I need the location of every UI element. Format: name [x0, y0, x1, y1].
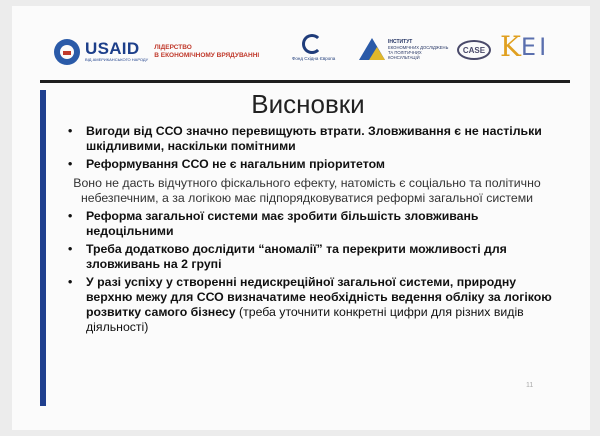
bullet-tail-note: (треба уточнити конкретні цифри для різних видів діяльності) [86, 305, 524, 334]
bullet-marker: • [68, 124, 73, 138]
slide-title: Висновки [251, 89, 365, 119]
bullet-item: • Реформування ССО не є нагальним пріоритетом [68, 157, 386, 171]
foundation-mark-icon [302, 34, 322, 54]
usaid-seal-icon [54, 39, 80, 65]
usaid-tagline: ЛІДЕРСТВО В ЕКОНОМІЧНОМУ ВРЯДУВАННІ [154, 44, 260, 59]
usaid-subtitle: ВІД АМЕРИКАНСЬКОГО НАРОДУ [85, 57, 149, 62]
bullet-marker: • [68, 242, 73, 256]
bullet-item: • Реформа загальної системи має зробити більшість зловживань недоцільними [68, 209, 479, 238]
east-europe-foundation-logo: Фонд Східна Європа [292, 34, 332, 61]
side-accent-bar [40, 90, 46, 406]
bullet-item: • Вигоди від ССО значно перевищують втрати. Зловживання є не настільки шкідливими, наскільки помітними [68, 124, 542, 153]
ier-logo: ІНСТИТУТ ЕКОНОМІЧНИХ ДОСЛІДЖЕНЬ ТА ПОЛІТИЧНИХ КОНСУЛЬТАЦІЙ [359, 38, 452, 60]
usaid-wordmark: USAID [85, 39, 140, 58]
sub-note: Воно не дасть відчутного фіскального ефекту, натомість є соціально та політично небезпечним, а за логікою має підпорядковуватися реформі загальної системи [73, 176, 541, 205]
page-number: 11 [526, 382, 534, 389]
bullet-marker: • [68, 275, 73, 289]
ier-triangle-icon [359, 38, 385, 60]
bullet-item: • Треба додатково дослідити “аномалії” та перекрити можливості для зловживань на 2 групі [68, 242, 507, 271]
bullet-marker: • [68, 157, 73, 171]
usaid-logo [54, 37, 259, 67]
header-rule [40, 80, 570, 83]
bullet-item: • У разі успіху у створенні недискреційної загальної системи, природну верхню межу для ССО визначатиме необхідність ведення обліку за логікою розвитку самого бізнесу (треба уточнити конкретні цифри для різних видів діяльності) [68, 275, 552, 334]
case-logo: CASE [457, 40, 491, 60]
slide-content [64, 124, 564, 338]
logo-bar [54, 30, 554, 70]
bullet-marker: • [68, 209, 73, 223]
kei-logo: K EI [500, 30, 550, 63]
